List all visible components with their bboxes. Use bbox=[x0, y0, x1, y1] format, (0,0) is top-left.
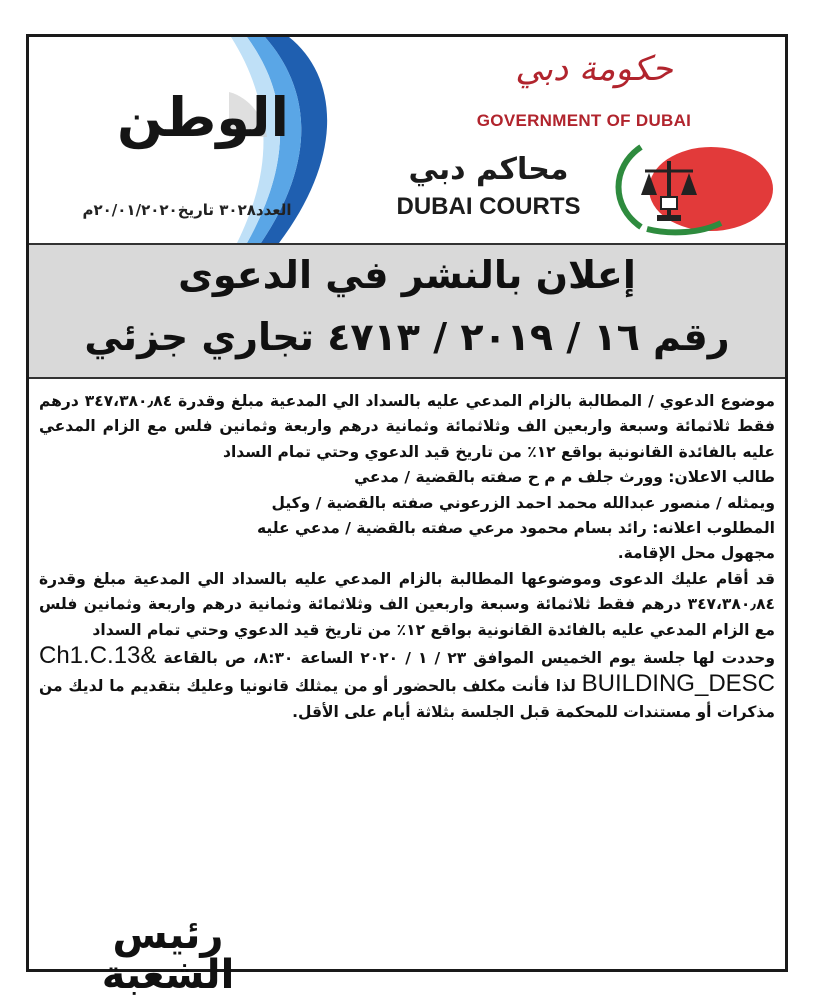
hearing-hall-code: Ch1.C.13& BUILDING_DESC bbox=[39, 642, 775, 698]
notice-title: إعلان بالنشر في الدعوى bbox=[178, 253, 636, 297]
lawsuit-paragraph: قد أقام عليك الدعوى وموضوعها المطالبة بالزام المدعي عليه بالسداد الي المدعية مبلغ وقدرة ٣٤٧،٣٨٠٫٨٤ درهم فقط ثلاثمائة وسبعة واربعين الف وثلاثمائة وثمانية درهم واربعة وثمانين فلس مع الزام المدعي عليه بالفائدة القانونية بواقع ١٢٪ من تاريخ قيد الدعوي وحتي تمام السداد bbox=[39, 569, 775, 639]
signature: رئيس الشعبة bbox=[101, 912, 235, 998]
hearing-paragraph bbox=[39, 643, 775, 725]
dubai-courts-emblem-icon bbox=[601, 137, 777, 237]
hearing-date-text: وحددت لها جلسة يوم الخميس الموافق ٢٣ / ١ / ٢٠٢٠ الساعة ٨:٣٠، ص بالقاعة bbox=[163, 649, 775, 668]
notice-body bbox=[39, 389, 775, 725]
respondent-line: المطلوب اعلانه: رائد بسام محمود مرعي صفته بالقضية / مدعي عليه bbox=[256, 519, 775, 538]
courts-name-en: DUBAI COURTS bbox=[396, 193, 581, 220]
notice-frame bbox=[26, 34, 788, 998]
subject-paragraph: موضوع الدعوي / المطالبة بالزام المدعي عليه بالسداد الي المدعية مبلغ وقدرة ٣٤٧،٣٨٠٫٨٤ درهم فقط ثلاثمائة وسبعة واربعين الف وثلاثمائة وثمانية درهم واربعة وثمانين فلس مع الزام المدعي عليه بالفائدة القانونية بواقع ١٢٪ من تاريخ قيد الدعوي وحتي تمام السداد bbox=[39, 392, 775, 461]
hearing-instructions-text: لذا فأنت مكلف بالحضور أو من يمثلك قانونيا وعليك بتقديم ما لديك من مذكرات أو مستندات للمحكمة قبل الجلسة بثلاثة أيام على الأقل. bbox=[39, 677, 775, 721]
notice-title-band bbox=[29, 243, 785, 379]
representative-line: ويمثله / منصور عبدالله محمد احمد الزرعوني صفته بالقضية / وكيل bbox=[271, 493, 775, 512]
header bbox=[29, 37, 785, 243]
government-name-en: GOVERNMENT OF DUBAI bbox=[476, 111, 692, 130]
government-name-ar: حكومة دبي bbox=[515, 49, 673, 89]
case-number: رقم ١٦ / ٢٠١٩ / ٤٧١٣ تجاري جزئي bbox=[84, 315, 730, 359]
courts-name-ar: محاكم دبي bbox=[408, 152, 569, 187]
newspaper-name: الوطن bbox=[116, 86, 290, 149]
requester-line: طالب الاعلان: وورث جلف م م ح صفته بالقضية / مدعي bbox=[354, 468, 775, 487]
address-line: مجهول محل الإقامة. bbox=[617, 544, 775, 563]
issue-line: العدد٣٠٢٨ تاريخ٢٠/٠١/٢٠٢٠م bbox=[82, 201, 292, 219]
